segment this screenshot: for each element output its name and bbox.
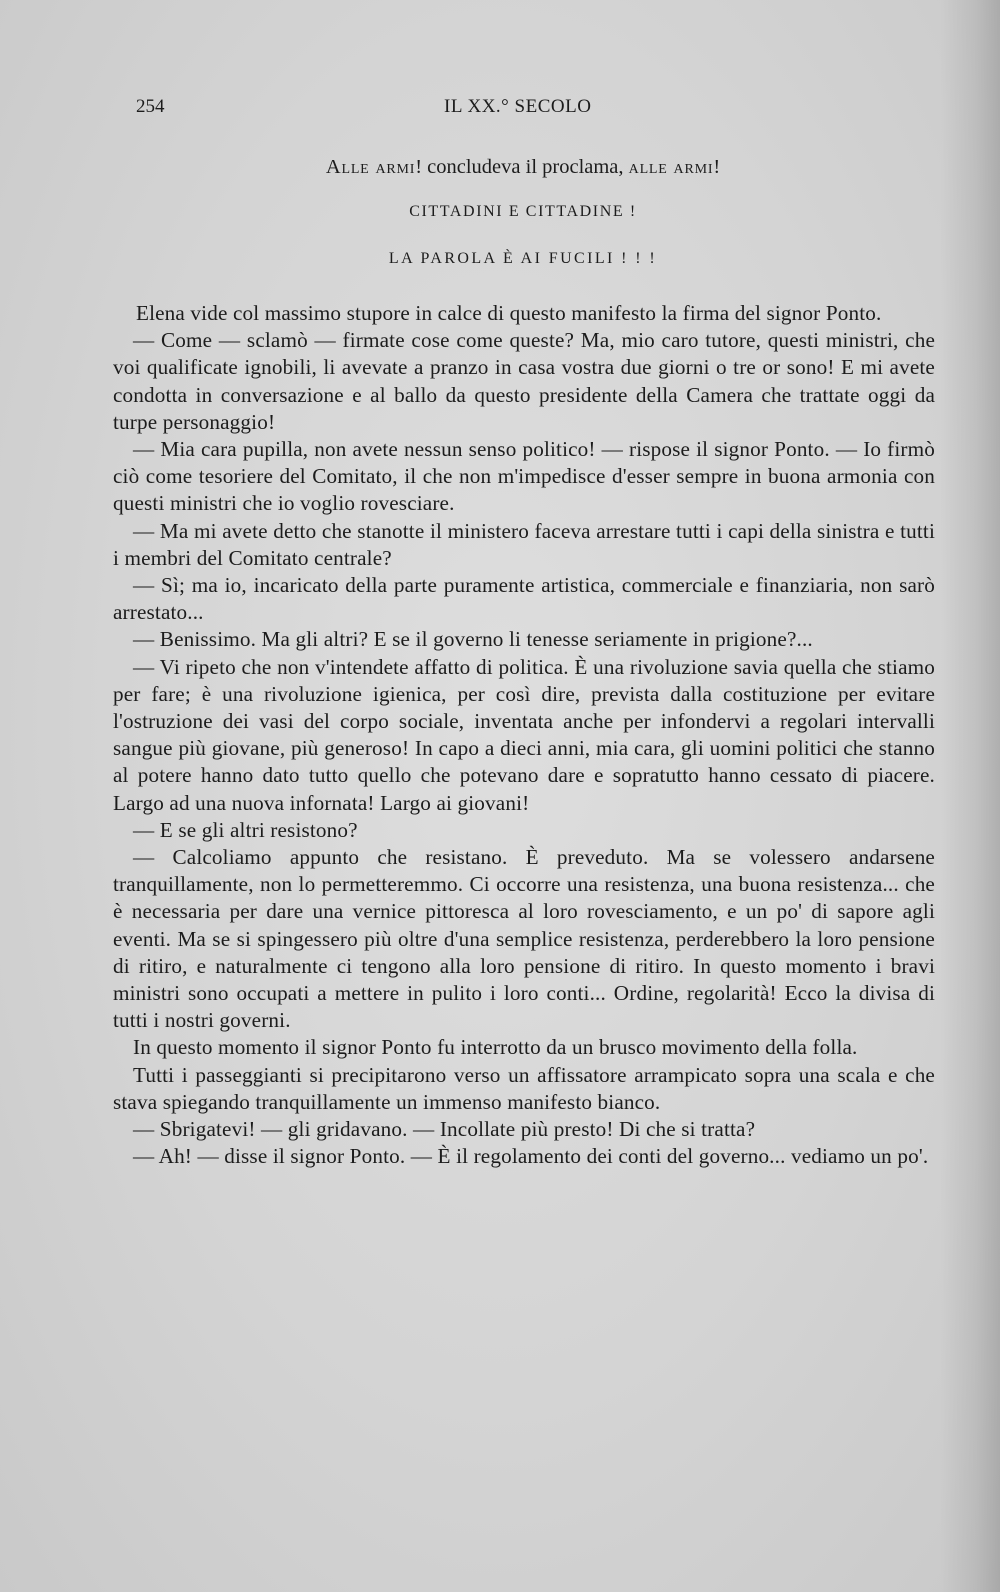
proclamation-line-3: LA PAROLA È AI FUCILI ! ! ! <box>388 250 658 267</box>
paragraph: — Benissimo. Ma gli altri? E se il governo li tenesse seriamente in prigione?... <box>133 627 813 652</box>
proclamation-text: ! concludeva il proclama, <box>415 156 629 178</box>
proclamation-alle-armi-2: alle armi <box>628 156 714 178</box>
paragraph: — Vi ripeto che non v'intendete affatto di politica. È una rivoluzione savia quella che stiamo per fare; è una rivoluzione igienica, per così dire, prevista dalla costituzione per evitare l'ostruzione dei vasi del corpo sociale, inventata anche per infondervi a regolari intervalli sangue più giovane, più generoso! In capo a dieci anni, mia cara, gli uomini politici che stanno al potere hanno dato tutto quello che potevano dare e sopratutto hanno cessato di piacere. Largo ad una nuova infornata! Largo ai giovani! <box>113 654 935 815</box>
proclamation-alle-armi-1: Alle armi <box>325 156 416 178</box>
body-text <box>113 300 935 1171</box>
paragraph: — E se gli altri resistono? <box>133 817 358 842</box>
paragraph: — Sì; ma io, incaricato della parte puramente artistica, commerciale e finanziaria, non sarò arrestato... <box>113 573 935 625</box>
page-number: 254 <box>136 96 165 117</box>
page-gutter-shadow <box>940 0 1000 1592</box>
page-header <box>136 96 936 126</box>
paragraph: — Calcoliamo appunto che resistano. È preveduto. Ma se volessero andarsene tranquillamente, non lo permetteremmo. Ci occorre una resistenza, una buona resistenza... che è necessaria per dare una vernice pittoresca al loro rovesciamento, e un po' di sapore agli eventi. Ma se si spingessero più oltre d'una semplice resistenza, perderebbero la loro pensione di ritiro, e naturalmente ci tengono alla loro pensione di ritiro. In questo momento i bravi ministri sono occupati a mettere in pulito i loro conti... Ordine, regolarità! Ecco la divisa di tutti i nostri governi. <box>113 845 935 1033</box>
paragraph: — Come — sclamò — firmate cose come queste? Ma, mio caro tutore, questi ministri, che voi qualificate ignobili, li avevate a pranzo in casa vostra due giorni o tre or sono! E mi avete condotta in conversazione e al ballo da questo presidente della Camera che trattate oggi da turpe personaggio! <box>113 328 935 434</box>
running-head: IL XX.° SECOLO <box>444 96 592 117</box>
paragraph: — Sbrigatevi! — gli gridavano. — Incollate più presto! Di che si tratta? <box>133 1117 756 1142</box>
proclamation-line-1 <box>110 156 936 179</box>
paragraph: Tutti i passeggianti si precipitarono verso un affissatore arrampicato sopra una scala e che stava spiegando tranquillamente un immenso manifesto bianco. <box>113 1062 935 1114</box>
paragraph: Elena vide col massimo stupore in calce di questo manifesto la firma del signor Ponto. <box>136 301 882 325</box>
paragraph: In questo momento il signor Ponto fu interrotto da un brusco movimento della folla. <box>133 1035 858 1060</box>
paragraph: — Ma mi avete detto che stanotte il ministero faceva arrestare tutti i capi della sinistra e tutti i membri del Comitato centrale? <box>113 518 935 570</box>
proclamation-line-2: CITTADINI E CITTADINE ! <box>409 203 637 220</box>
paragraph: — Ah! — disse il signor Ponto. — È il regolamento dei conti del governo... vediamo un po'. <box>133 1144 929 1169</box>
proclamation-exclamation: ! <box>713 156 721 178</box>
paragraph: — Mia cara pupilla, non avete nessun senso politico! — rispose il signor Ponto. — Io firmò ciò come tesoriere del Comitato, il che non m'impedisce d'esser sempre in buona armonia con questi ministri che io voglio rovesciare. <box>113 437 935 516</box>
